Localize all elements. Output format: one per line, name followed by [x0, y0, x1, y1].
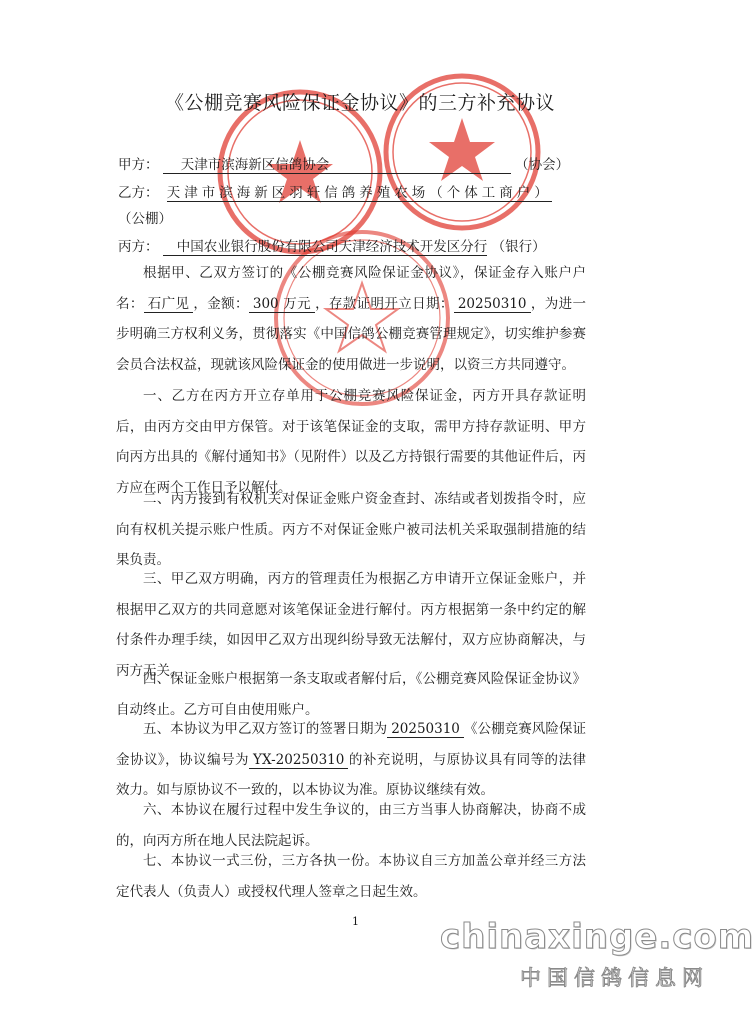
intro-text-1: 根据甲、乙双方签订的《公棚竞赛风险保证金协议》，保证金存入账户户名：	[116, 265, 586, 312]
signing-date: 20250310	[387, 721, 464, 738]
page-number: 1	[352, 915, 359, 928]
party-b-line	[118, 181, 552, 202]
watermark-site-name: 中国信鸽信息网	[520, 966, 709, 990]
agreement-number: YX-20250310	[249, 752, 348, 769]
clause-1: 一、乙方在丙方开立存单用于公棚竞赛风险保证金，丙方开具存款证明后，由丙方交由甲方保管。对于该笔保证金的支取，需甲方持存款证明、甲方向丙方出具的《解付通知书》（见附件）以及乙方持银行需要的其他证件后，丙方应在两个工作日予以解付。	[116, 388, 586, 496]
party-a-line	[118, 153, 569, 174]
intro-text-2: ，金额：	[193, 295, 249, 312]
intro-paragraph	[116, 258, 586, 380]
clause-5-text-1: 五、本协议为甲乙双方签订的签署日期为	[143, 721, 388, 737]
watermark-domain: chinaxinge.com	[440, 917, 754, 957]
party-c-label: 丙方：	[118, 239, 159, 255]
clause-4: 四、保证金账户根据第一条支取或者解付后，《公棚竞赛风险保证金协议》自动终止。乙方可自由使用账户。	[116, 671, 586, 718]
deposit-amount: 300 万元	[249, 296, 315, 313]
party-b-name: 天津市滨海新区羽轩信鸽养殖农场（个体工商户）	[167, 181, 552, 202]
document-title: 《公棚竞赛风险保证金协议》的三方补充协议	[164, 92, 555, 114]
party-c-name: 中国农业银行股份有限公司天津经济技术开发区分行	[163, 235, 488, 256]
party-a-label: 甲方：	[118, 157, 159, 173]
clause-2: 二、丙方接到有权机关对保证金账户资金查封、冻结或者划拨指令时，应向有权机关提示账户性质。丙方不对保证金账户被司法机关采取强制措施的结果负责。	[116, 491, 586, 568]
party-a-suffix: （协会）	[515, 157, 570, 173]
account-name: 石广见	[144, 296, 194, 313]
deposit-date: 20250310	[454, 296, 531, 313]
clause-6: 六、本协议在履行过程中发生争议的，由三方当事人协商解决，协商不成的，向丙方所在地人民法院起诉。	[116, 802, 586, 849]
party-a-name: 天津市滨海新区信鸽协会	[163, 153, 511, 174]
clause-5-text-3: 的补充说明，与原协议具有同等的法律效力。如与原协议不一致的，以本协议为准。原协议继续有效。	[116, 751, 587, 798]
intro-text-3: ，存款证明开立日期：	[315, 295, 454, 312]
party-c-suffix: （银行）	[491, 239, 546, 255]
clause-5-text-2: 《公棚竞赛风险保证金协议》，协议编号为	[116, 721, 586, 768]
clause-5	[116, 714, 586, 806]
intro-text-4: ，为进一步明确三方权利义务，贯彻落实《中国信鸽公棚竞赛管理规定》，切实维护参赛会员合法权益，现就该风险保证金的使用做进一步说明，以资三方共同遵守。	[116, 295, 587, 373]
party-b-suffix: （公棚）	[118, 211, 172, 227]
party-b-label: 乙方：	[118, 185, 159, 201]
party-c-line	[118, 235, 546, 256]
clause-7: 七、本协议一式三份，三方各执一份。本协议自三方加盖公章并经三方法定代表人（负责人）或授权代理人签章之日起生效。	[116, 853, 586, 900]
clause-3: 三、甲乙双方明确，丙方的管理责任为根据乙方申请开立保证金账户，并根据甲乙双方的共同意愿对该笔保证金进行解付。丙方根据第一条中约定的解付条件办理手续，如因甲乙双方出现纠纷导致无法解付，双方应协商解决，与丙方无关。	[116, 571, 586, 679]
